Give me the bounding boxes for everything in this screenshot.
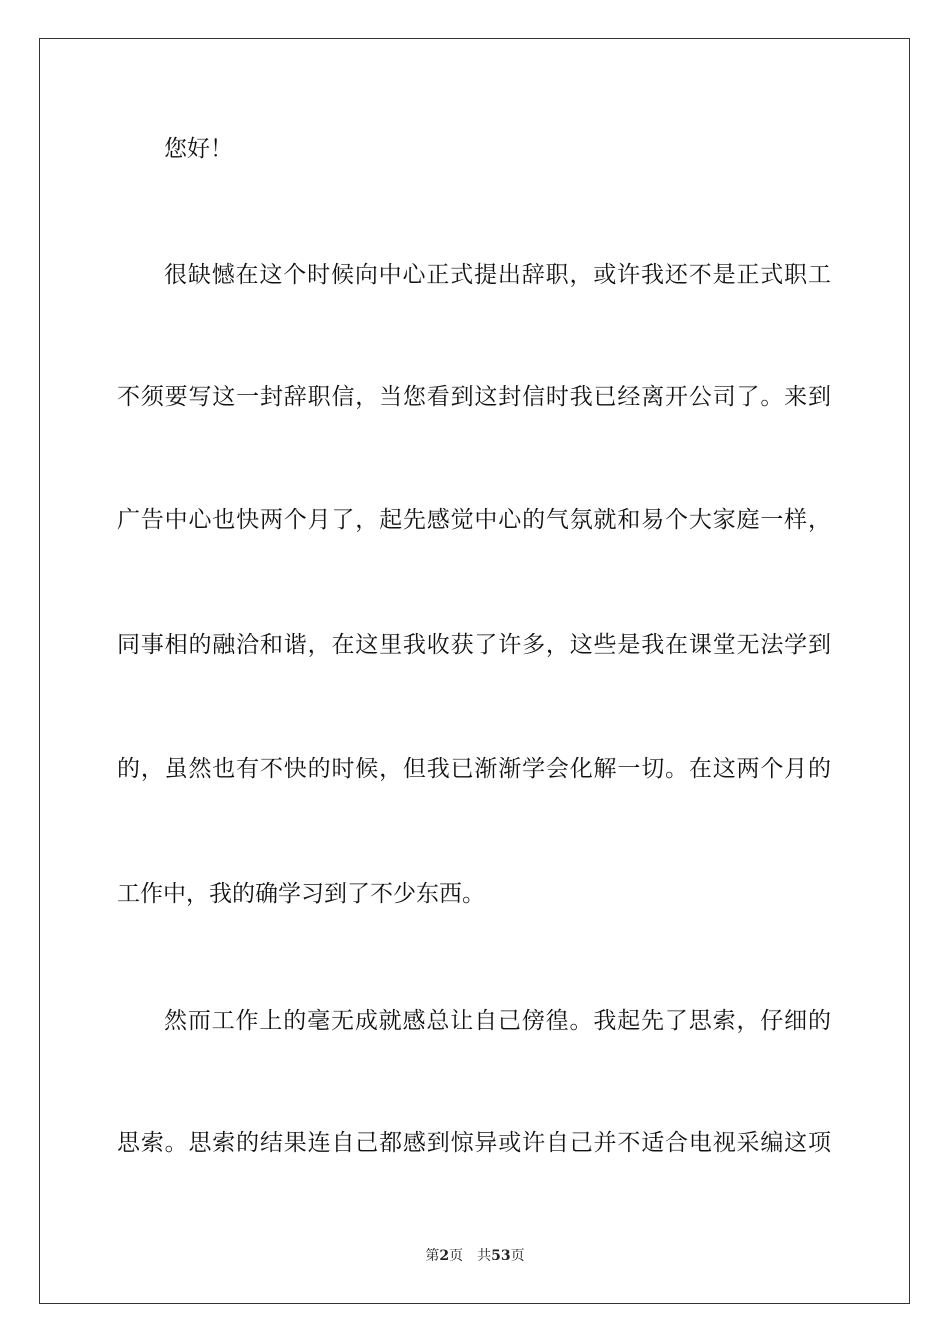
total-prefix: 共: [477, 1248, 492, 1264]
paragraph-line-7: 然而工作上的毫无成就感总让自己傍徨。我起先了思索，仔细的: [164, 1008, 831, 1034]
page-total: 53: [491, 1248, 511, 1264]
paragraph-line-8: 思索。思索的结果连自己都感到惊异或许自己并不适合电视采编这项: [117, 1130, 831, 1156]
page-border: [39, 38, 910, 1304]
page-number-footer: [0, 1247, 950, 1265]
greeting-text: 您好！: [164, 136, 233, 162]
page-prefix: 第: [425, 1248, 440, 1264]
page-suffix: 页: [449, 1248, 464, 1264]
paragraph-line-2: 不须要写这一封辞职信，当您看到这封信时我已经离开公司了。来到: [117, 384, 831, 410]
paragraph-line-4: 同事相的融洽和谐，在这里我收获了许多，这些是我在课堂无法学到: [117, 632, 831, 658]
paragraph-line-6: 工作中，我的确学习到了不少东西。: [117, 881, 485, 907]
page-current: 2: [439, 1248, 450, 1264]
total-suffix: 页: [510, 1248, 525, 1264]
paragraph-line-5: 的，虽然也有不快的时候，但我已渐渐学会化解一切。在这两个月的: [117, 756, 831, 782]
paragraph-line-3: 广告中心也快两个月了，起先感觉中心的气氛就和易个大家庭一样，: [117, 507, 831, 533]
paragraph-line-1: 很缺憾在这个时候向中心正式提出辞职，或许我还不是正式职工: [164, 262, 831, 288]
